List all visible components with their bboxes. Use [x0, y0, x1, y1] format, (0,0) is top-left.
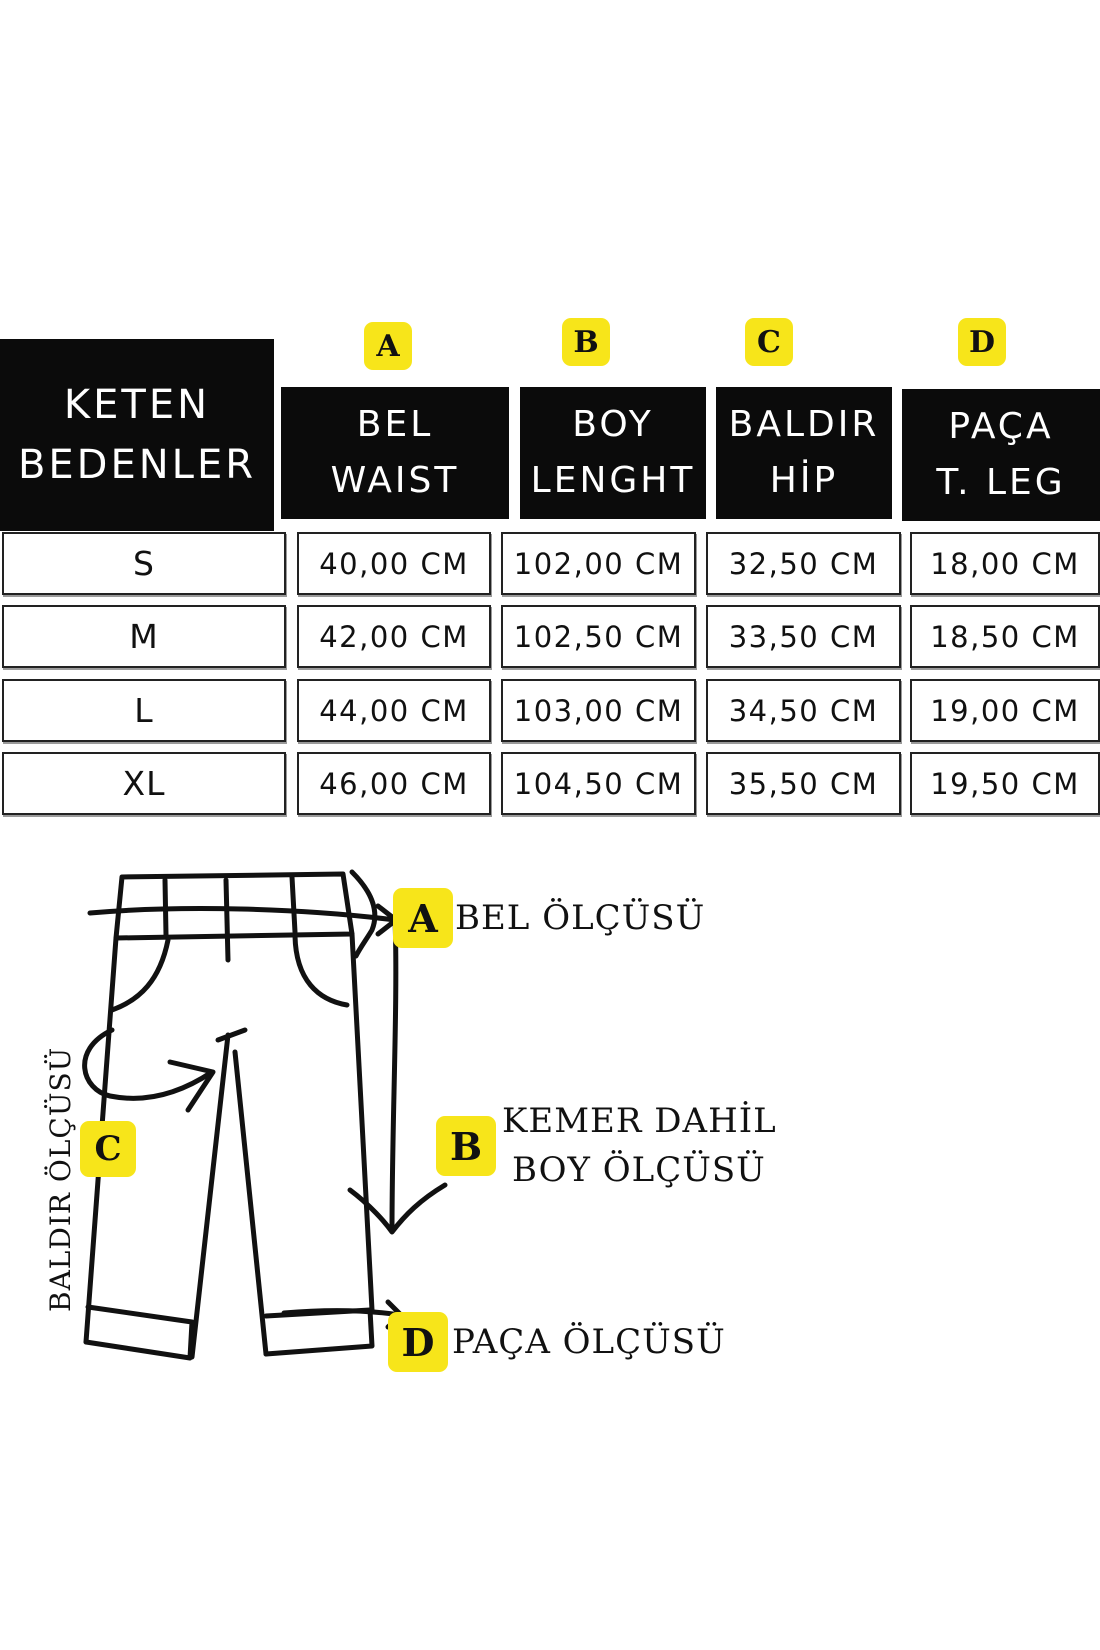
hip-measurement-label: BALDIR ÖLÇÜSÜ — [44, 1046, 77, 1312]
length-measurement-label-line1: KEMER DAHİL — [502, 1101, 777, 1141]
value-cell: 19,00 CM — [910, 679, 1100, 742]
table-title-line1: KETEN — [63, 382, 211, 428]
leg-opening-measurement-label: PAÇA ÖLÇÜSÜ — [452, 1322, 726, 1362]
value-cell: 42,00 CM — [297, 605, 491, 668]
value-cell: 18,50 CM — [910, 605, 1100, 668]
waist-badge: A — [393, 888, 453, 948]
value-cell: 104,50 CM — [501, 752, 696, 815]
column-badge-d: D — [958, 318, 1006, 366]
column-header-leg — [902, 389, 1100, 521]
value-cell: 46,00 CM — [297, 752, 491, 815]
waist-measurement-label: BEL ÖLÇÜSÜ — [455, 898, 706, 938]
size-cell-l: L — [2, 679, 286, 742]
value-cell: 102,50 CM — [501, 605, 696, 668]
column-header-line2: T. LEG — [936, 462, 1066, 503]
value-cell: 34,50 CM — [706, 679, 901, 742]
length-badge: B — [436, 1116, 496, 1176]
column-header-line1: PAÇA — [948, 406, 1054, 447]
value-cell: 33,50 CM — [706, 605, 901, 668]
table-title-line2: BEDENLER — [17, 442, 257, 488]
column-header-line2: WAIST — [330, 460, 460, 501]
column-header-line2: HİP — [769, 460, 839, 501]
column-header-line1: BEL — [356, 404, 434, 445]
table-title — [0, 339, 274, 531]
column-header-hip — [716, 387, 892, 519]
column-header-waist — [281, 387, 509, 519]
hip-badge: C — [80, 1121, 136, 1177]
column-badge-b: B — [562, 318, 610, 366]
value-cell: 44,00 CM — [297, 679, 491, 742]
size-cell-xl: XL — [2, 752, 286, 815]
value-cell: 19,50 CM — [910, 752, 1100, 815]
value-cell: 32,50 CM — [706, 532, 901, 595]
value-cell: 40,00 CM — [297, 532, 491, 595]
column-header-line1: BALDIR — [728, 404, 880, 445]
size-cell-m: M — [2, 605, 286, 668]
column-badge-c: C — [745, 318, 793, 366]
column-header-length — [520, 387, 706, 519]
column-header-line2: LENGHT — [530, 460, 696, 501]
length-measurement-label-line2: BOY ÖLÇÜSÜ — [512, 1150, 766, 1190]
value-cell: 103,00 CM — [501, 679, 696, 742]
leg-opening-badge: D — [388, 1312, 448, 1372]
column-badge-a: A — [364, 322, 412, 370]
value-cell: 18,00 CM — [910, 532, 1100, 595]
value-cell: 102,00 CM — [501, 532, 696, 595]
size-cell-s: S — [2, 532, 286, 595]
value-cell: 35,50 CM — [706, 752, 901, 815]
column-header-line1: BOY — [572, 404, 654, 445]
